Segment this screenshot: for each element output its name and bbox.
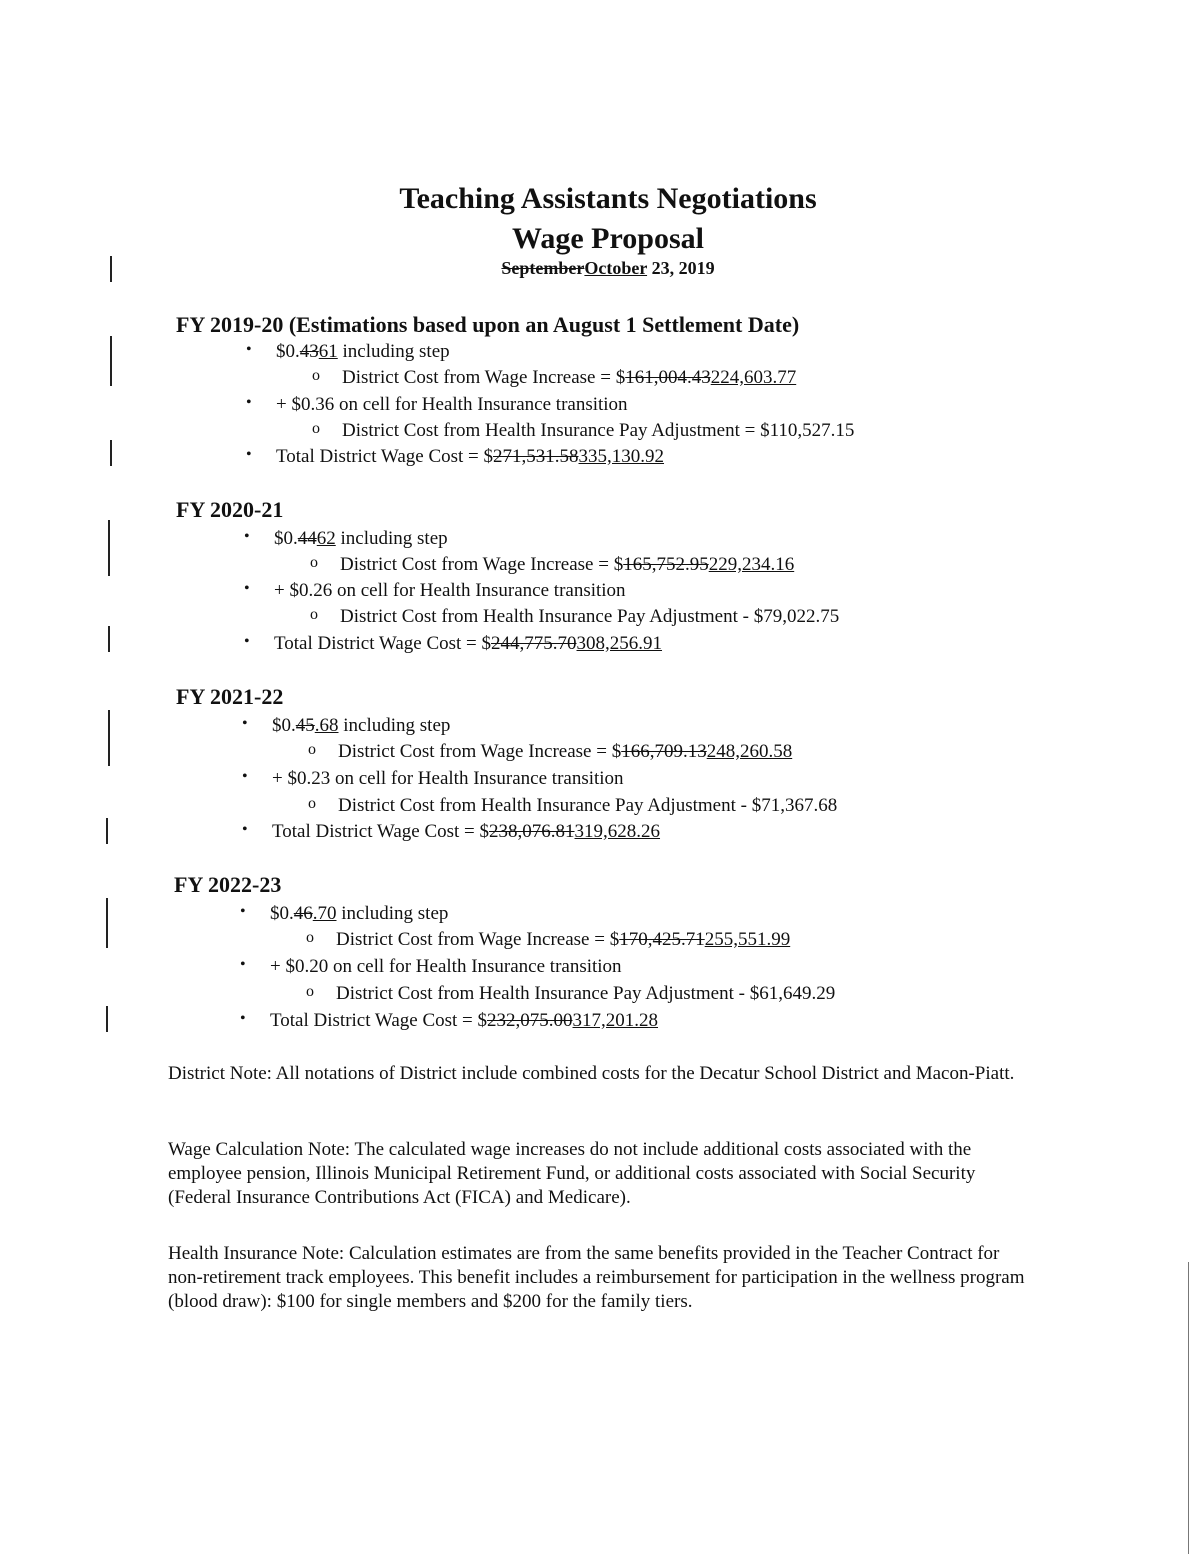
wage-rate-line: • $0.46.70 including step [270, 903, 448, 925]
health-transition-line: • + $0.26 on cell for Health Insurance transition [274, 580, 626, 602]
section-heading: FY 2021-22 [176, 684, 284, 709]
health-insurance-note: Health Insurance Note: Calculation estimates are from the same benefits provided in the Teacher Contract for non-retirement track employees. This benefit includes a reimbursement for participation in the wellness program (blood draw): $100 for single members and $200 for the family tiers. [168, 1243, 1025, 1312]
health-transition-line: • + $0.36 on cell for Health Insurance transition [276, 394, 628, 416]
revision-bar [106, 898, 108, 948]
health-cost-line: o District Cost from Health Insurance Pay Adjustment - $71,367.68 [338, 795, 837, 817]
health-transition-line: • + $0.20 on cell for Health Insurance transition [270, 956, 622, 978]
district-note: District Note: All notations of District include combined costs for the Decatur School District and Macon-Piatt. [168, 1063, 1015, 1084]
section-heading: FY 2020-21 [176, 497, 284, 522]
revision-bar [106, 1006, 108, 1032]
wage-cost-line: o District Cost from Wage Increase = $165,752.95229,234.16 [340, 554, 794, 576]
total-cost-line: • Total District Wage Cost = $244,775.70308,256.91 [274, 633, 662, 655]
document-title: Teaching Assistants Negotiations [399, 182, 817, 215]
wage-calculation-note: Wage Calculation Note: The calculated wage increases do not include additional costs associated with the employee pension, Illinois Municipal Retirement Fund, or additional costs associated with Social Security (Federal Insurance Contributions Act (FICA) and Medicare). [168, 1139, 976, 1208]
revision-bar [108, 626, 110, 652]
total-cost-line: • Total District Wage Cost = $238,076.81319,628.26 [272, 821, 660, 843]
total-cost-line: • Total District Wage Cost = $232,075.00317,201.28 [270, 1010, 658, 1032]
wage-cost-line: o District Cost from Wage Increase = $166,709.13248,260.58 [338, 741, 792, 763]
section-heading: FY 2022-23 [174, 872, 282, 897]
revision-bar [110, 440, 112, 466]
revision-bar [110, 336, 112, 386]
revision-bar [108, 520, 110, 576]
total-cost-line: • Total District Wage Cost = $271,531.58335,130.92 [276, 446, 664, 468]
health-cost-line: o District Cost from Health Insurance Pay Adjustment = $110,527.15 [342, 420, 854, 442]
wage-rate-line: • $0.4361 including step [276, 341, 450, 363]
wage-cost-line: o District Cost from Wage Increase = $161,004.43224,603.77 [342, 367, 796, 389]
section-heading: FY 2019-20 (Estimations based upon an August 1 Settlement Date) [176, 312, 800, 337]
health-cost-line: o District Cost from Health Insurance Pay Adjustment - $61,649.29 [336, 983, 835, 1005]
date-new: October [584, 258, 648, 278]
date-rest: 23, 2019 [647, 258, 715, 278]
health-cost-line: o District Cost from Health Insurance Pay Adjustment - $79,022.75 [340, 606, 839, 628]
wage-rate-line: • $0.4462 including step [274, 528, 448, 550]
wage-rate-line: • $0.45.68 including step [272, 715, 450, 737]
date-struck: September [501, 258, 585, 278]
revision-bar [108, 710, 110, 766]
page-edge [1188, 1262, 1189, 1554]
revision-bar [106, 818, 108, 844]
health-transition-line: • + $0.23 on cell for Health Insurance transition [272, 768, 624, 790]
wage-cost-line: o District Cost from Wage Increase = $170,425.71255,551.99 [336, 929, 790, 951]
document-date [0, 258, 1200, 279]
document-subtitle: Wage Proposal [512, 222, 704, 255]
